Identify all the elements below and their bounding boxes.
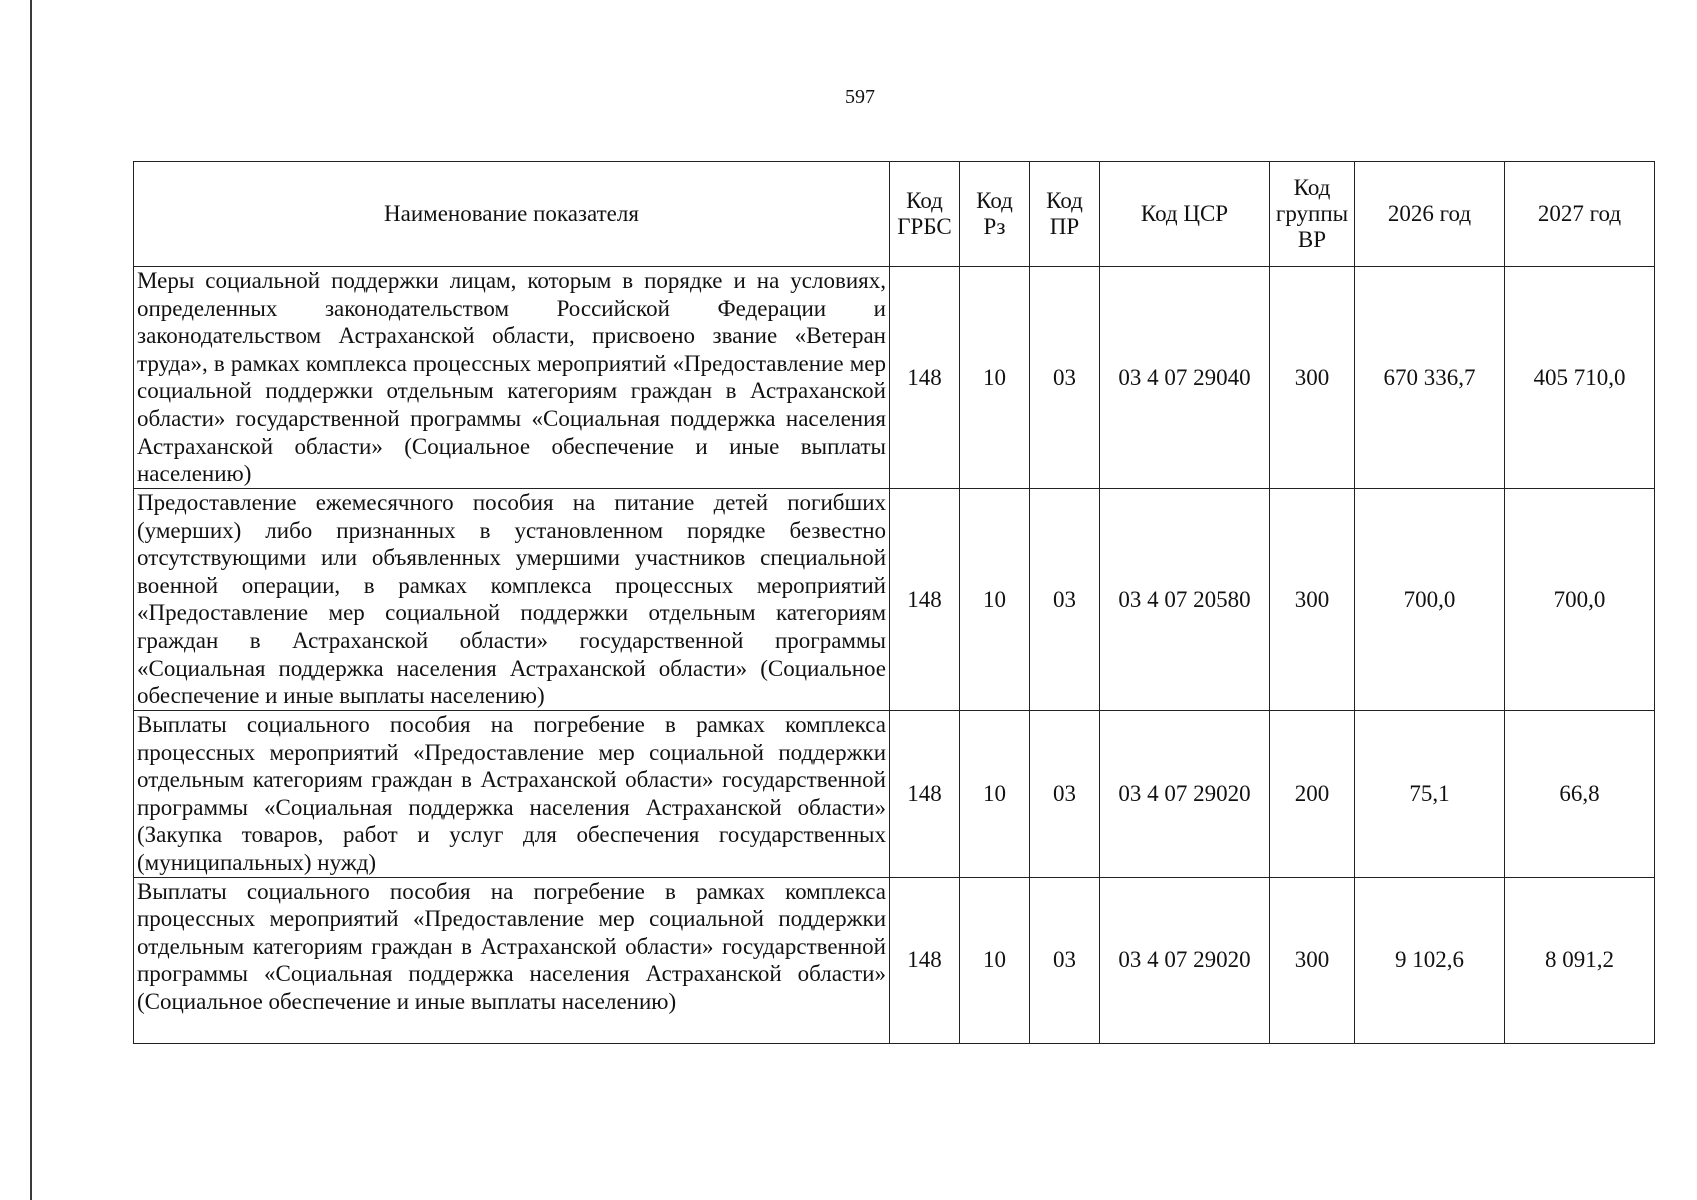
row-vr: 300 <box>1270 489 1355 711</box>
row-rz: 10 <box>960 877 1030 1043</box>
header-rz: Код Рз <box>960 162 1030 267</box>
table-row <box>134 877 1655 1043</box>
header-2026: 2026 год <box>1355 162 1505 267</box>
table-header-row <box>134 162 1655 267</box>
binding-margin-line <box>30 0 32 1200</box>
row-2026: 9 102,6 <box>1355 877 1505 1043</box>
row-2026: 75,1 <box>1355 711 1505 878</box>
row-2027: 8 091,2 <box>1505 877 1655 1043</box>
row-vr: 200 <box>1270 711 1355 878</box>
row-vr: 300 <box>1270 267 1355 489</box>
row-name: Меры социальной поддержки лицам, которым в порядке и на условиях, определенных законодательством Российской Федерации и законодательством Астраханской области, присвоено звание «Ветеран труда», в рамках комплекса процессных мероприятий «Предоставление мер социальной поддержки отдельным категориям граждан в Астраханской области» государственной программы «Социальная поддержка населения Астраханской области» (Социальное обеспечение и иные выплаты населению) <box>134 267 890 489</box>
row-name: Предоставление ежемесячного пособия на питание детей погибших (умерших) либо признанных в установленном порядке безвестно отсутствующими или объявленных умершими участников специальной военной операции, в рамках комплекса процессных мероприятий «Предоставление мер социальной поддержки отдельным категориям граждан в Астраханской области» государственной программы «Социальная поддержка населения Астраханской области» (Социальное обеспечение и иные выплаты населению) <box>134 489 890 711</box>
row-2027: 66,8 <box>1505 711 1655 878</box>
row-csr: 03 4 07 20580 <box>1100 489 1270 711</box>
row-csr: 03 4 07 29020 <box>1100 877 1270 1043</box>
header-grbs: Код ГРБС <box>890 162 960 267</box>
header-pr: Код ПР <box>1030 162 1100 267</box>
row-2026: 700,0 <box>1355 489 1505 711</box>
table-row <box>134 267 1655 489</box>
row-grbs: 148 <box>890 267 960 489</box>
header-2027: 2027 год <box>1505 162 1655 267</box>
page-number: 597 <box>845 86 875 108</box>
row-rz: 10 <box>960 489 1030 711</box>
header-vr: Код группы ВР <box>1270 162 1355 267</box>
row-pr: 03 <box>1030 489 1100 711</box>
row-pr: 03 <box>1030 877 1100 1043</box>
table-row <box>134 711 1655 878</box>
row-rz: 10 <box>960 711 1030 878</box>
row-pr: 03 <box>1030 711 1100 878</box>
row-vr: 300 <box>1270 877 1355 1043</box>
header-csr: Код ЦСР <box>1100 162 1270 267</box>
row-2026: 670 336,7 <box>1355 267 1505 489</box>
row-name: Выплаты социального пособия на погребение в рамках комплекса процессных мероприятий «Предоставление мер социальной поддержки отдельным категориям граждан в Астраханской области» государственной программы «Социальная поддержка населения Астраханской области» (Закупка товаров, работ и услуг для обеспечения государственных (муниципальных) нужд) <box>134 711 890 878</box>
row-grbs: 148 <box>890 711 960 878</box>
row-rz: 10 <box>960 267 1030 489</box>
row-2027: 405 710,0 <box>1505 267 1655 489</box>
table-row <box>134 489 1655 711</box>
row-name: Выплаты социального пособия на погребение в рамках комплекса процессных мероприятий «Предоставление мер социальной поддержки отдельным категориям граждан в Астраханской области» государственной программы «Социальная поддержка населения Астраханской области» (Социальное обеспечение и иные выплаты населению) <box>134 877 890 1043</box>
row-csr: 03 4 07 29020 <box>1100 711 1270 878</box>
row-pr: 03 <box>1030 267 1100 489</box>
header-name: Наименование показателя <box>134 162 890 267</box>
row-grbs: 148 <box>890 877 960 1043</box>
row-csr: 03 4 07 29040 <box>1100 267 1270 489</box>
row-2027: 700,0 <box>1505 489 1655 711</box>
budget-table <box>133 161 1655 1044</box>
row-grbs: 148 <box>890 489 960 711</box>
